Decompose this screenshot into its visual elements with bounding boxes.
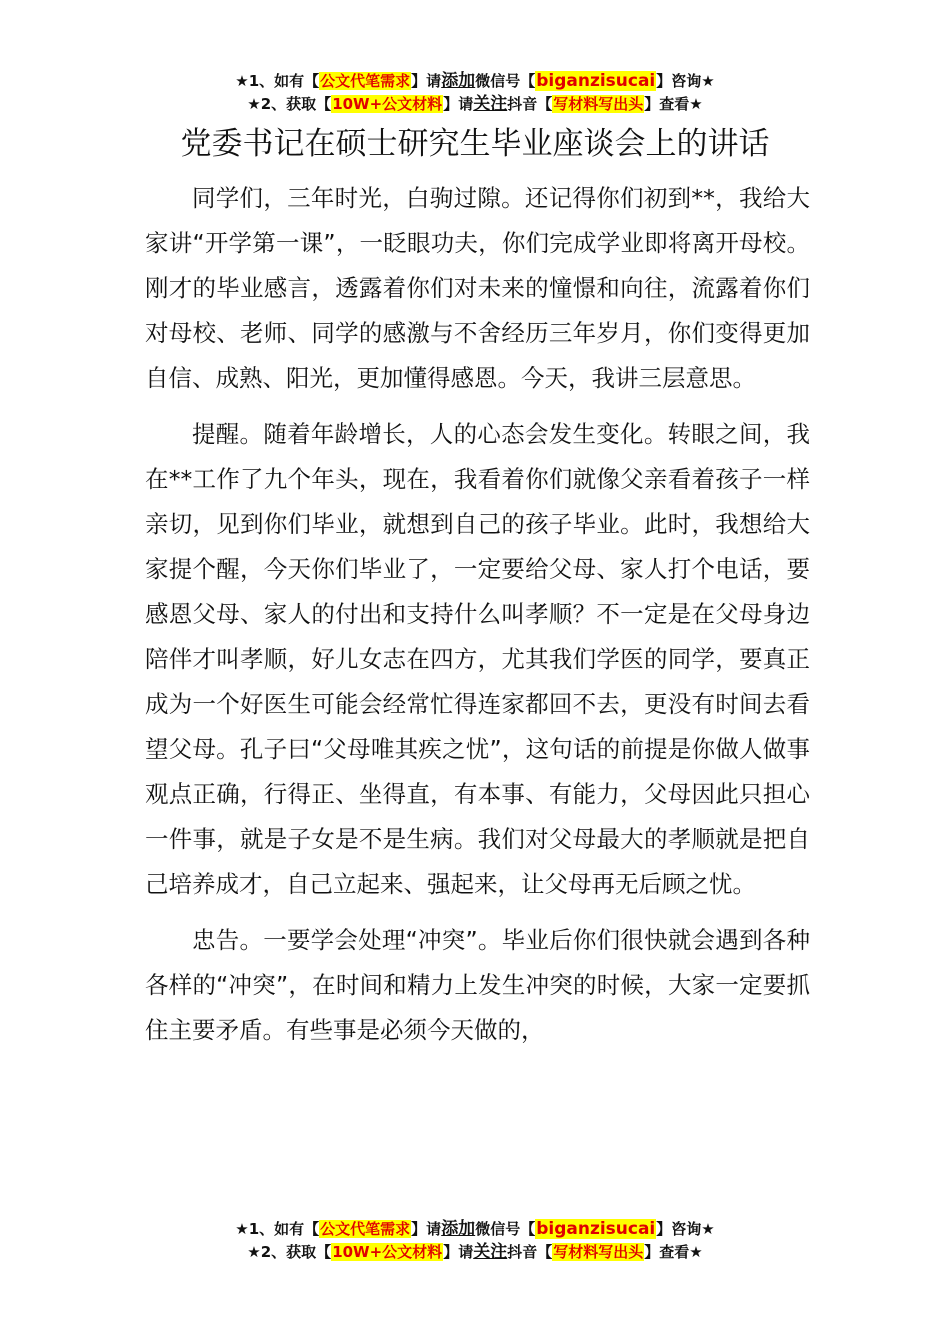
underlined-text: 添加 [441,71,476,91]
star-icon: ★ [689,95,703,113]
highlight-materials: 10W+公文材料 [332,95,443,113]
underlined-text: 添加 [441,1219,476,1239]
notice-line-1 [0,70,950,93]
notice-text: 】查看 [644,95,690,113]
notice-text: 】查看 [644,1243,690,1261]
star-icon: ★ [701,72,715,90]
underlined-text: 关注 [473,94,508,114]
star-icon: ★ [247,1243,261,1261]
notice-text: 微信号【 [475,1220,536,1238]
notice-text: 2、获取【 [260,1243,332,1261]
paragraph-reminder: 提醒。随着年龄增长，人的心态会发生变化。转眼之间，我在**工作了九个年头，现在，我看着你们就像父亲看着孩子一样亲切，见到你们毕业，就想到自己的孩子毕业。此时，我想给大家提个醒，今天你们毕业了，一定要给父母、家人打个电话，要感恩父母、家人的付出和支持什么叫孝顺？不一定是在父母身边陪伴才叫孝顺，好儿女志在四方，尤其我们学医的同学，要真正成为一个好医生可能会经常忙得连家都回不去，更没有时间去看望父母。孔子曰“父母唯其疾之忧”，这句话的前提是你做人做事观点正确，行得正、坐得直，有本事、有能力，父母因此只担心一件事，就是子女是不是生病。我们对父母最大的孝顺就是把自己培养成才，自己立起来、强起来，让父母再无后顾之忧。 [145,420,810,898]
highlight-douyin: 写材料写出头 [553,95,644,113]
highlight-douyin: 写材料写出头 [553,1243,644,1261]
document-body [145,176,810,1064]
paragraph-intro: 同学们，三年时光，白驹过隙。还记得你们初到**，我给大家讲“开学第一课”，一眨眼功夫，你们完成学业即将离开母校。刚才的毕业感言，透露着你们对未来的憧憬和向往，流露着你们对母校、老师、同学的感激与不舍经历三年岁月，你们变得更加自信、成熟、阳光，更加懂得感恩。今天，我讲三层意思。 [145,184,810,392]
notice-text: 】请 [443,1243,474,1261]
star-icon: ★ [235,1220,249,1238]
notice-line-1 [0,1218,950,1241]
notice-line-2 [0,93,950,116]
notice-text: 】请 [411,72,442,90]
highlight-service: 公文代笔需求 [320,1220,411,1238]
highlight-wechat-id: biganzisucai [536,71,656,91]
document-title: 党委书记在硕士研究生毕业座谈会上的讲话 [180,126,770,162]
notice-text: 】请 [411,1220,442,1238]
notice-text: 1、如有【 [248,1220,320,1238]
underlined-text: 关注 [473,1242,508,1262]
paragraph-advice: 忠告。一要学会处理“冲突”。毕业后你们很快就会遇到各种各样的“冲突”，在时间和精力上发生冲突的时候，大家一定要抓住主要矛盾。有些事是必须今天做的， [145,926,810,1044]
notice-text: 2、获取【 [260,95,332,113]
highlight-service: 公文代笔需求 [320,72,411,90]
notice-text: 抖音【 [507,95,553,113]
header-notice [0,70,950,116]
notice-text: 微信号【 [475,72,536,90]
star-icon: ★ [701,1220,715,1238]
notice-text: 1、如有【 [248,72,320,90]
highlight-materials: 10W+公文材料 [332,1243,443,1261]
highlight-wechat-id: biganzisucai [536,1219,656,1239]
notice-text: 抖音【 [507,1243,553,1261]
notice-text: 】咨询 [656,1220,702,1238]
star-icon: ★ [235,72,249,90]
footer-notice [0,1218,950,1264]
notice-line-2 [0,1241,950,1264]
star-icon: ★ [247,95,261,113]
notice-text: 】咨询 [656,72,702,90]
star-icon: ★ [689,1243,703,1261]
notice-text: 】请 [443,95,474,113]
